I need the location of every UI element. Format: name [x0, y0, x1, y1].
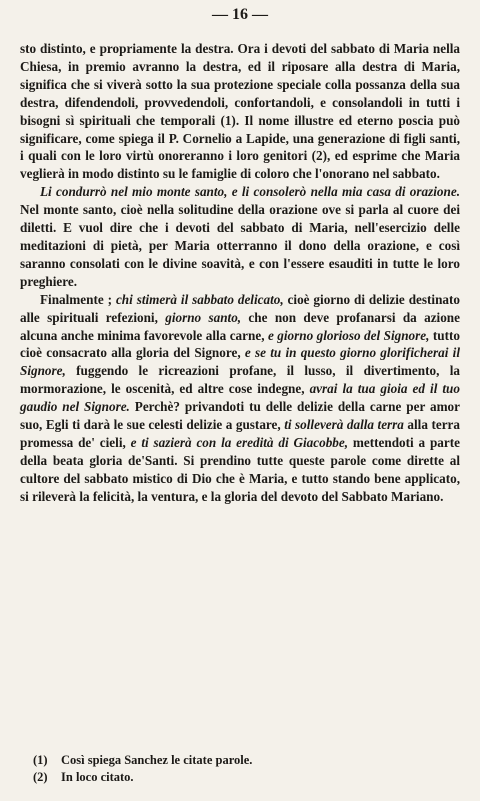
paragraph: [20, 40, 460, 183]
text-run: Nel monte santo, cioè nella solitudine della orazione ove si parla al cuore dei diletti. E vuol dire che i devoti del sabbato di Maria, nell'esercizio delle meditazioni di pietà, per Maria otterranno il dono della orazione, e così saranno consolati con le divine soavità, e con l'essere esauditi in tutte le loro preghiere.: [20, 202, 460, 289]
text-run: Perchè? privandoti tu delle delizie della carne per amor suo, Egli ti darà le sue celesti delizie a gustare,: [20, 399, 460, 433]
paragraph: [20, 183, 460, 290]
text-run: mettendoti a parte della beata gloria de'Santi. Si prendino tutte queste parole come dirette al cultore del sabbato mistico di Dio che è Maria, e tutto stando bene applicato, si rileverà la felicità, la ventura, e la gloria del devoto del Sabbato Mariano.: [20, 434, 460, 504]
text-run: fuggendo le ricreazioni profane, il lusso, il divertimento, la mormorazione, le oscenità, ed altre cose indegne,: [20, 363, 460, 397]
footnote: [33, 769, 453, 786]
italic-text: chi stimerà il sabbato delicato,: [115, 291, 284, 307]
footnote-mark: (2): [33, 770, 48, 784]
text-run: Finalmente ;: [40, 291, 116, 307]
body-text: [20, 40, 460, 506]
page-number: — 16 —: [212, 6, 268, 23]
italic-text: e giorno glorioso del Signore,: [267, 327, 430, 343]
text-run: cioè giorno di delizie destinato alle spirituali refezioni,: [20, 291, 460, 325]
italic-text: e ti sazierà con la eredità di Giacobbe,: [130, 434, 349, 450]
italic-text: giorno santo,: [165, 309, 242, 325]
text-run: sto distinto, e propriamente la destra. Ora i devoti del sabbato di Maria nella Chiesa, in premio avranno la destra, ed il riposare alla destra di Maria, significa che si viverà sotto la sua protezione speciale colla possanza della sua destra, difendendoli, provvedendoli, confortandoli, e consolandoli in tutti i bisogni sì spirituali che temporali (1). Il nome illustre ed eterno poscia può significare, come spiega il P. Cornelio a Lapide, una generazione di figli santi, i quali con le loro virtù onoreranno i loro genitori (2), ed esprime che Maria veglierà in modo distinto su le famiglie di coloro che l'onorano nel sabbato.: [20, 41, 460, 182]
footnote-mark: (1): [33, 753, 48, 767]
italic-text: Li condurrò nel mio monte santo, e li consolerò nella mia casa di orazione.: [40, 184, 460, 200]
text-run: tutto cioè consacrato alla gloria del Signore,: [20, 327, 460, 361]
paragraph: [20, 291, 460, 506]
footnote-text: In loco citato.: [61, 770, 134, 784]
italic-text: e se tu in questo giorno glorificherai il Signore,: [20, 345, 460, 379]
footnotes: [33, 752, 453, 786]
text-run: che non deve profanarsi da azione alcuna anche minima favorevole alla carne,: [20, 309, 460, 343]
italic-text: avrai la tua gioia ed il tuo gaudio nel Signore.: [20, 381, 460, 415]
footnote-text: Così spiega Sanchez le citate parole.: [61, 753, 253, 767]
italic-text: ti solleverà dalla terra: [284, 417, 404, 433]
footnote: [33, 752, 453, 769]
text-run: alla terra promessa de' cieli,: [20, 417, 460, 450]
